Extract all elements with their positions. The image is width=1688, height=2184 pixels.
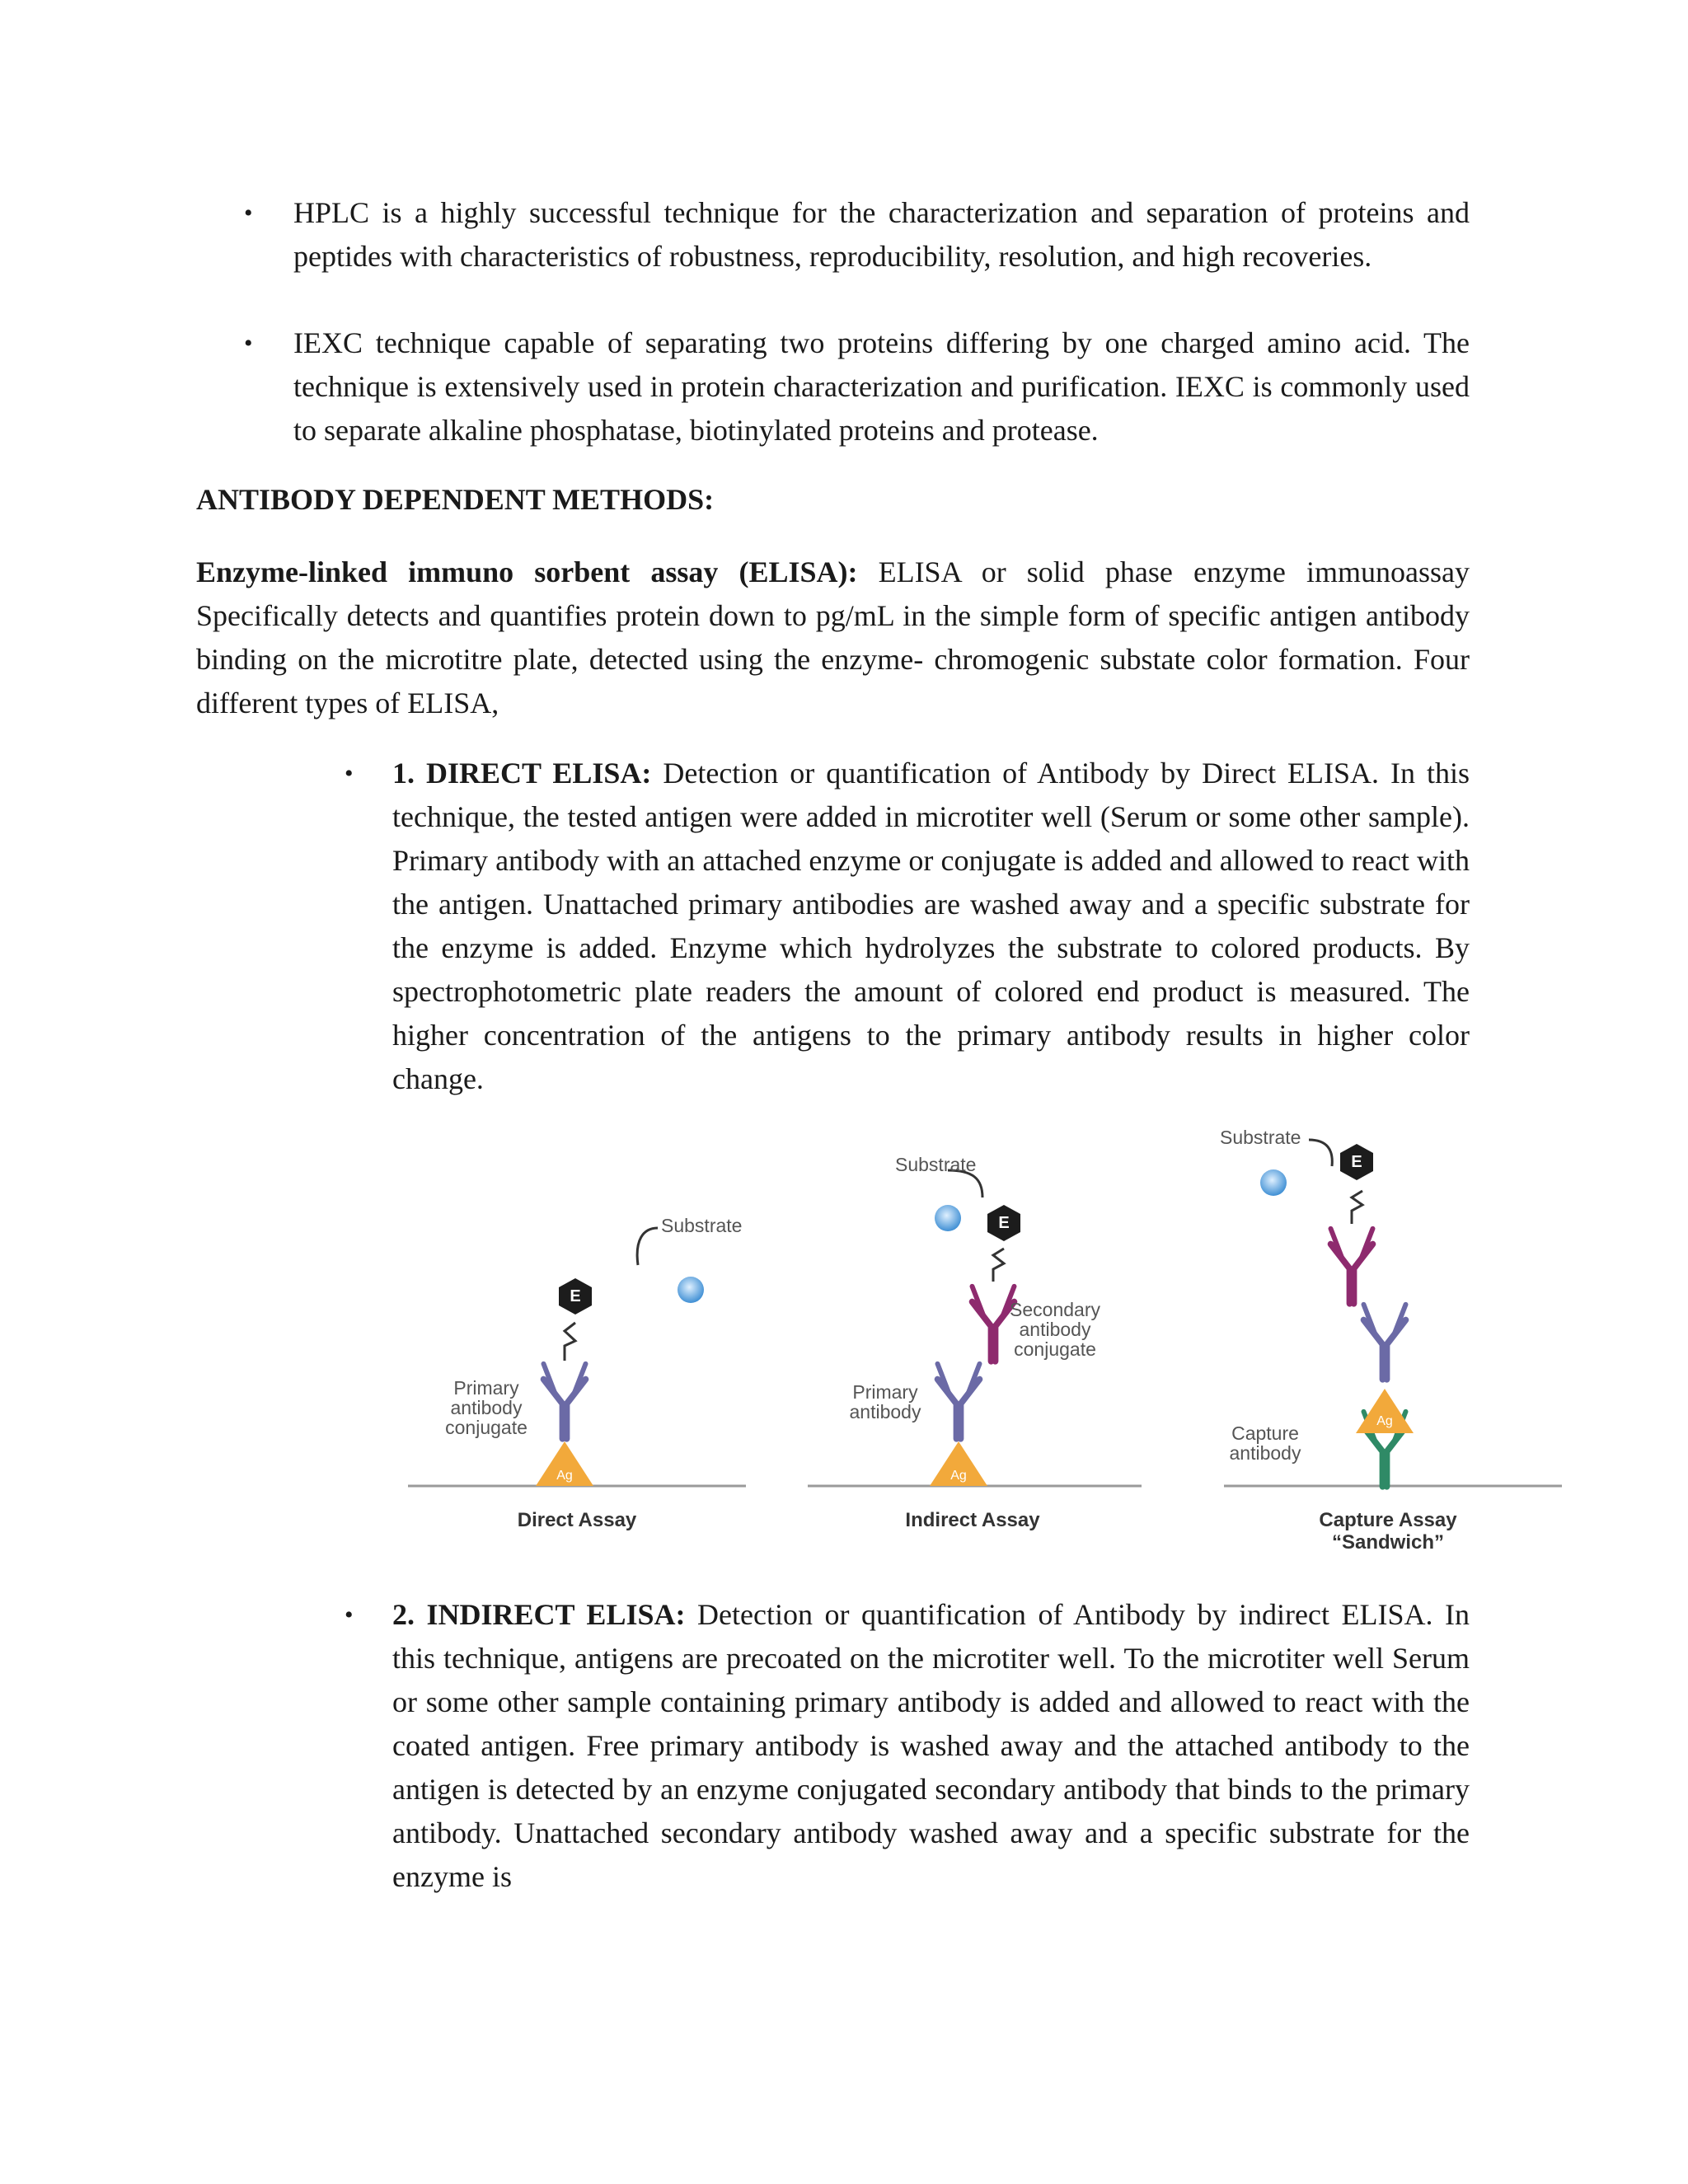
direct-antigen-label: Ag (556, 1469, 573, 1483)
capture-assay-panel (1220, 1127, 1562, 1554)
capture-primary-antibody (1364, 1305, 1406, 1380)
indirect-linker (993, 1249, 1004, 1282)
direct-substrate-arrow (637, 1228, 658, 1265)
direct-enzyme-label: E (570, 1287, 581, 1305)
direct-primary-antibody (544, 1364, 586, 1439)
bullet-dot: • (244, 330, 253, 357)
indirect-antigen-label: Ag (950, 1469, 967, 1483)
section-heading: ANTIBODY DEPENDENT METHODS: (196, 483, 715, 516)
direct-label-line-1: Primary (453, 1377, 519, 1399)
direct-substrate-label: Substrate (661, 1215, 743, 1236)
indirect-assay-caption: Indirect Assay (905, 1509, 1040, 1531)
indirect-secondary-antibody (973, 1286, 1015, 1361)
direct-elisa-term: 1. DIRECT ELISA: (392, 757, 652, 790)
direct-label-line-2: antibody (450, 1397, 523, 1418)
indirect-enzyme-label: E (998, 1214, 1010, 1232)
capture-assay-caption-line-1: Capture Assay (1319, 1509, 1457, 1531)
bullet-dot: • (244, 199, 253, 227)
indirect-assay-panel (808, 1154, 1142, 1531)
direct-elisa-paragraph (392, 752, 1470, 1101)
indirect-elisa-paragraph (392, 1593, 1470, 1899)
direct-assay-panel (408, 1215, 746, 1531)
capture-label-line-1: Capture (1231, 1422, 1299, 1444)
bullet-dot: • (345, 760, 354, 787)
capture-substrate-label: Substrate (1220, 1127, 1301, 1148)
capture-antigen-label: Ag (1376, 1414, 1393, 1428)
capture-linker (1352, 1191, 1362, 1224)
iexc-text: IEXC technique capable of separating two proteins differing by one charged amino acid. The technique is extensively used in protein characterization and purification. IEXC is commonly used to separate alkaline phosphatase, biotinylated proteins and protease. (293, 326, 1470, 447)
bullet-dot: • (345, 1601, 354, 1629)
direct-assay-caption: Direct Assay (517, 1509, 637, 1531)
indirect-secondary-line-1: Secondary (1010, 1299, 1100, 1320)
indirect-elisa-term: 2. INDIRECT ELISA: (392, 1598, 686, 1631)
hplc-text: HPLC is a highly successful technique for the characterization and separation of proteins and peptides with characteristics of robustness, reproducibility, resolution, and high recoveries. (293, 196, 1470, 273)
direct-label-line-3: conjugate (445, 1417, 528, 1438)
capture-substrate-dot (1260, 1169, 1287, 1196)
direct-linker (565, 1323, 575, 1361)
elisa-intro-paragraph (196, 551, 1470, 725)
capture-label-line-2: antibody (1229, 1442, 1301, 1464)
indirect-primary-line-2: antibody (849, 1401, 921, 1422)
elisa-intro-term: Enzyme-linked immuno sorbent assay (ELISA): (196, 555, 858, 588)
indirect-primary-antibody (938, 1364, 980, 1439)
direct-substrate-dot (678, 1277, 704, 1303)
indirect-elisa-text: Detection or quantification of Antibody by indirect ELISA. In this technique, antigens are precoated on the microtiter well. To the microtiter well Serum or some other sample containing primary antibody is added and allowed to react with the coated antigen. Free primary antibody is washed away and the attached antibody to the antigen is detected by an enzyme conjugated secondary antibody that binds to the primary antibody. Unattached secondary antibody washed away and a specific substrate for the enzyme is (392, 1598, 1470, 1893)
indirect-substrate-label: Substrate (895, 1154, 977, 1175)
indirect-secondary-line-2: antibody (1019, 1319, 1091, 1340)
capture-substrate-arrow (1309, 1140, 1332, 1166)
capture-assay-caption-line-2: “Sandwich” (1331, 1531, 1445, 1554)
elisa-assay-figure (396, 1125, 1582, 1586)
direct-elisa-text: Detection or quantification of Antibody by Direct ELISA. In this technique, the tested antigen were added in microtiter well (Serum or some other sample). Primary antibody with an attached enzyme or conjugate is added and allowed to react with the antigen. Unattached primary antibodies are washed away and a specific substrate for the enzyme is added. Enzyme which hydrolyzes the substrate to colored products. By spectrophotometric plate readers the amount of colored end product is measured. The higher concentration of the antigens to the primary antibody results in higher color change. (392, 757, 1470, 1095)
indirect-substrate-dot (935, 1205, 961, 1231)
elisa-intro-text: ELISA or solid phase enzyme immunoassay Specifically detects and quantifies protein down to pg/mL in the simple form of specific antigen antibody binding on the microtitre plate, detected using the enzyme- chromogenic substate color formation. Four different types of ELISA, (196, 555, 1470, 719)
capture-enzyme-label: E (1351, 1153, 1362, 1171)
capture-secondary-antibody (1331, 1229, 1373, 1304)
indirect-secondary-line-3: conjugate (1014, 1338, 1096, 1360)
indirect-primary-line-1: Primary (852, 1381, 918, 1403)
